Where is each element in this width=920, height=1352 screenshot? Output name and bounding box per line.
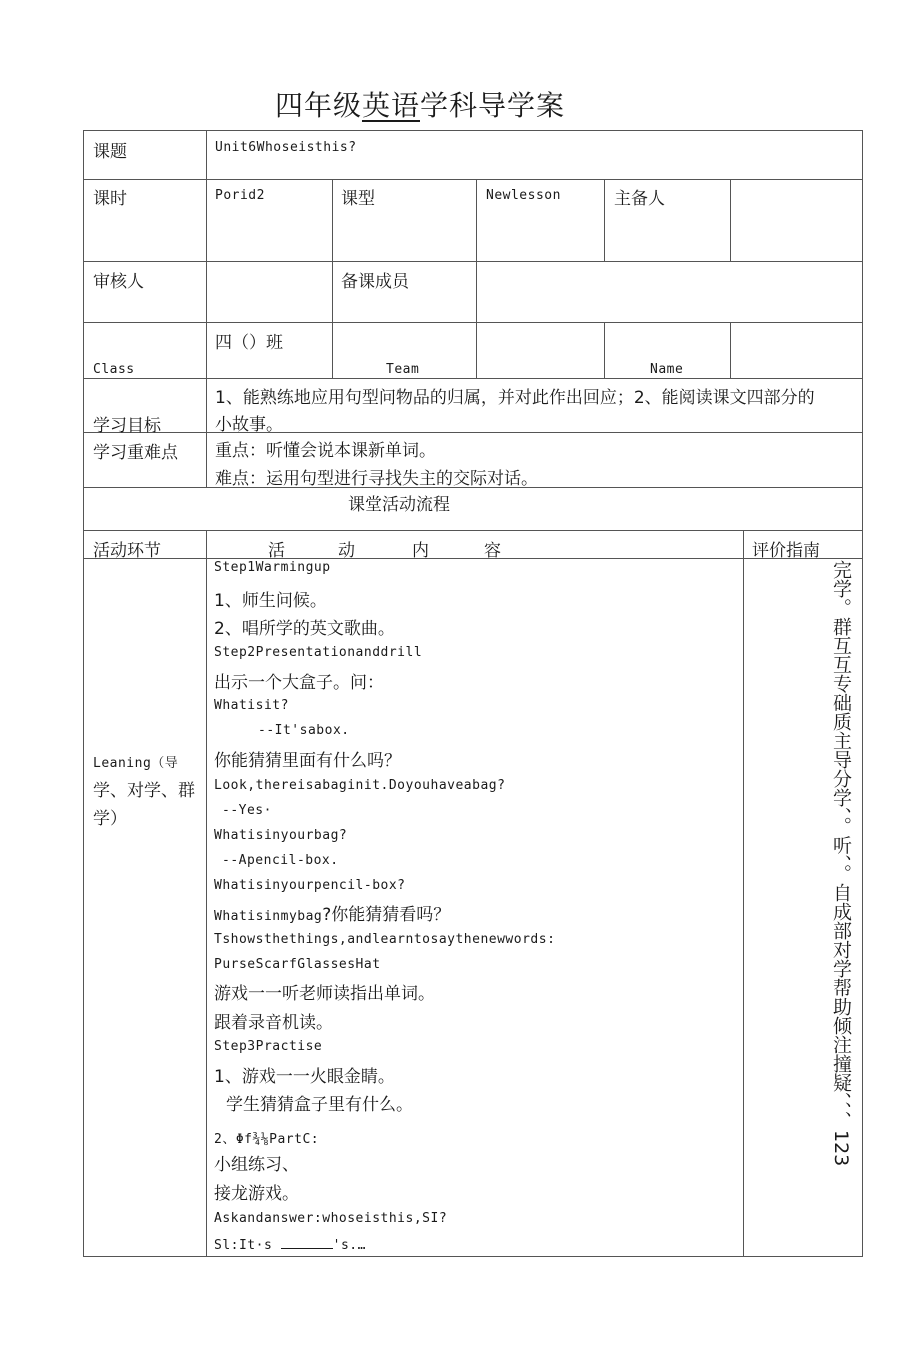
flow-heading: 课堂活动流程 (348, 495, 450, 515)
stage-line-1: Leaning（导 (93, 756, 179, 771)
topic-value: Unit6Whoseisthis? (215, 140, 357, 155)
content-line: 小组练习、 (214, 1155, 299, 1175)
content-line: 1、游戏一一火眼金睛。 (214, 1067, 395, 1087)
goals-line-2: 小故事。 (215, 415, 283, 435)
class-label: Class (93, 362, 135, 377)
page-title: 四年级英语学科导学案 (274, 89, 566, 122)
members-label: 备课成员 (341, 272, 409, 292)
col-content-2: 动 (338, 541, 355, 561)
content-line: Step2Presentationanddrill (214, 645, 423, 660)
content-line: Whatisinyourbag? (214, 828, 348, 843)
content-line: Askandanswer:whoseisthis,SI? (214, 1211, 448, 1226)
type-label: 课型 (341, 189, 375, 209)
content-line: 2、唱所学的英文歌曲。 (214, 619, 395, 639)
stage-line-3: 学） (93, 809, 127, 829)
preparer-label: 主备人 (614, 189, 665, 209)
period-label: 课时 (93, 189, 127, 209)
content-line: 1、师生问候。 (214, 591, 327, 611)
team-label: Team (386, 362, 420, 377)
content-line: PurseScarfGlassesHat (214, 957, 381, 972)
topic-label: 课题 (93, 142, 127, 162)
eval-guide-text: 完学。群互互专础质主导分学、。听、。自成部对学帮助倾注撞疑、、、123 (830, 560, 852, 1167)
content-line: 接龙游戏。 (214, 1184, 299, 1204)
content-line: 跟着录音机读。 (214, 1013, 333, 1033)
name-label: Name (650, 362, 684, 377)
col-content-4: 容 (484, 541, 501, 561)
goals-label: 学习目标 (93, 416, 161, 436)
content-line: --Apencil-box. (222, 853, 339, 868)
content-line: 游戏一一听老师读指出单词。 (214, 984, 435, 1004)
goals-line-1: 1、能熟练地应用句型问物品的归属，并对此作出回应；2、能阅读课文四部分的 (215, 388, 815, 408)
content-line: Whatisit? (214, 698, 289, 713)
content-line: 你能猜猜里面有什么吗？ (214, 751, 401, 771)
reviewer-label: 审核人 (93, 272, 144, 292)
content-line: Step3Practise (214, 1039, 323, 1054)
col-eval: 评价指南 (752, 541, 820, 561)
content-line: Tshowsthethings,andlearntosaythenewwords: (214, 932, 556, 947)
content-line: 2、Φf¾⅛PartC: (214, 1132, 320, 1147)
content-line: --It'sabox. (258, 723, 350, 738)
col-stage: 活动环节 (93, 541, 161, 561)
answer-blank (281, 1236, 333, 1249)
period-value: Porid2 (215, 188, 265, 203)
col-content-1: 活 (268, 541, 285, 561)
type-value: Newlesson (486, 188, 561, 203)
col-content-3: 内 (412, 541, 429, 561)
focus-key: 重点：听懂会说本课新单词。 (215, 441, 436, 461)
content-line: 出示一个大盒子。问： (214, 673, 384, 693)
class-value: 四（）班 (215, 333, 283, 353)
content-line: Step1Warmingup (214, 560, 331, 575)
content-line: 学生猜猜盒子里有什么。 (226, 1095, 413, 1115)
content-line: --Yes· (222, 803, 272, 818)
focus-label: 学习重难点 (93, 443, 178, 463)
content-line: Sl:It·s 's.… (214, 1238, 366, 1253)
content-line: Whatisinyourpencil-box? (214, 878, 406, 893)
content-line: Whatisinmybag?你能猜猜看吗？ (214, 905, 451, 925)
focus-difficult: 难点：运用句型进行寻找失主的交际对话。 (215, 469, 538, 489)
content-line: Look,thereisabaginit.Doyouhaveabag? (214, 778, 506, 793)
stage-line-2: 学、对学、群 (93, 781, 195, 801)
